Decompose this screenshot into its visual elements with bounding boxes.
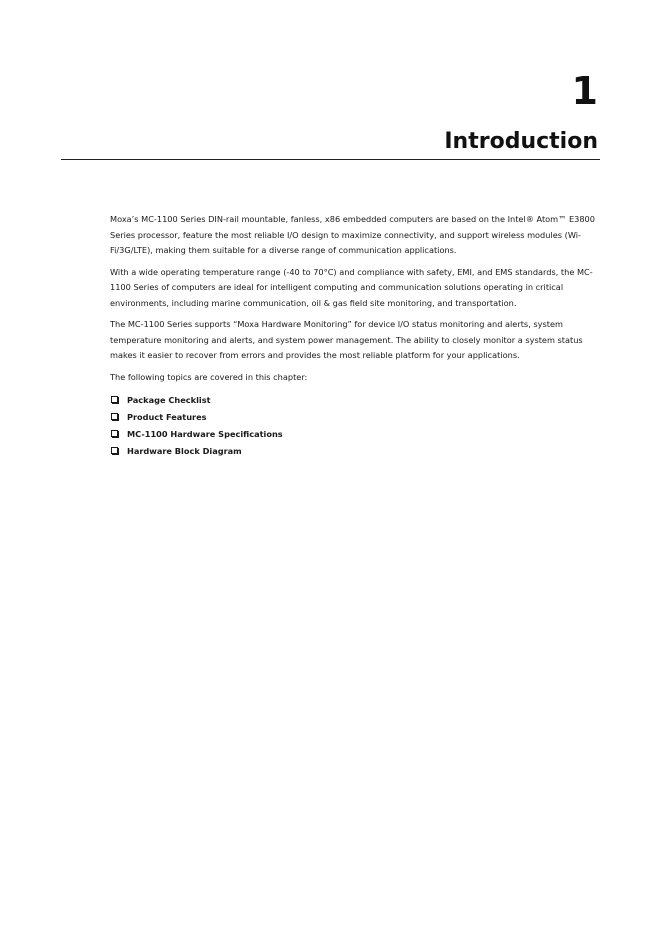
intro-paragraph: Moxa’s MC-1100 Series DIN-rail mountable, fanless, x86 embedded computers are based on the Intel® Atom™ E3800 Series processor, feature the most reliable I/O design to maximize connectivity, and support wireless modules (Wi-Fi/3G/LTE), making them suitable for a diverse range of communication applications.: [110, 214, 595, 255]
checkbox-icon: [111, 447, 118, 454]
temperature-paragraph: With a wide operating temperature range (-40 to 70°C) and compliance with safety, EMI, and EMS standards, the MC-1100 Series of computers are ideal for intelligent computing and communication solutions operating in critical environments, including marine communication, oil & gas field site monitoring, and transportation.: [110, 266, 593, 308]
topic-label[interactable]: MC-1100 Hardware Specifications: [127, 428, 283, 439]
checkbox-icon: [111, 413, 118, 420]
chapter-body: [110, 212, 602, 459]
chapter-number: 1: [571, 69, 598, 113]
checkbox-icon: [111, 396, 118, 403]
topic-list: [110, 391, 602, 459]
topic-item-hardware-specifications[interactable]: [110, 425, 602, 442]
topic-label[interactable]: Hardware Block Diagram: [127, 445, 242, 456]
topic-item-block-diagram[interactable]: [110, 442, 602, 459]
title-divider: [61, 159, 600, 160]
checkbox-icon: [111, 430, 118, 437]
topics-intro-paragraph: The following topics are covered in this chapter:: [110, 371, 308, 382]
topic-label[interactable]: Product Features: [127, 411, 207, 422]
topic-label[interactable]: Package Checklist: [127, 394, 211, 405]
chapter-title: Introduction: [444, 129, 598, 154]
topic-item-product-features[interactable]: [110, 408, 602, 425]
monitoring-paragraph: The MC-1100 Series supports “Moxa Hardware Monitoring” for device I/O status monitoring and alerts, system temperature monitoring and alerts, and system power management. The ability to closely monitor a system status makes it easier to recover from errors and provides the most reliable platform for your applications.: [110, 319, 583, 360]
topic-item-package-checklist[interactable]: [110, 391, 602, 408]
